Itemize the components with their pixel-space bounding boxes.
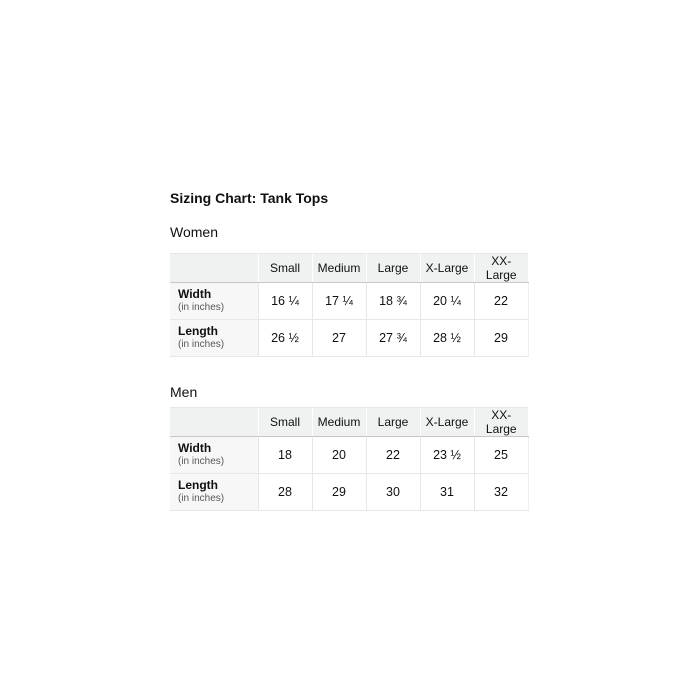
row-label-unit: (in inches) xyxy=(178,302,225,313)
size-cell: 27 xyxy=(312,320,366,357)
section-men-label: Men xyxy=(170,384,198,400)
men-width-row xyxy=(170,437,528,474)
row-label-text: Length xyxy=(178,478,218,492)
col-header-xx-large: XX-Large xyxy=(474,254,528,283)
women-length-row xyxy=(170,320,528,357)
size-cell: 32 xyxy=(474,474,528,511)
col-header-medium: Medium xyxy=(312,408,366,437)
size-cell: 29 xyxy=(474,320,528,357)
col-header-xx-large: XX-Large xyxy=(474,408,528,437)
row-label-width xyxy=(170,283,258,320)
size-cell: 29 xyxy=(312,474,366,511)
page-title: Sizing Chart: Tank Tops xyxy=(170,190,329,206)
corner-cell xyxy=(170,408,258,437)
size-cell: 20 xyxy=(312,437,366,474)
row-label-length xyxy=(170,474,258,511)
row-label-text: Width xyxy=(178,287,212,301)
col-header-x-large: X-Large xyxy=(420,254,474,283)
size-cell: 18 xyxy=(258,437,312,474)
size-cell: 28 xyxy=(258,474,312,511)
row-label-unit: (in inches) xyxy=(178,493,225,504)
row-label-text: Width xyxy=(178,441,212,455)
men-size-table xyxy=(170,407,529,511)
col-header-x-large: X-Large xyxy=(420,408,474,437)
row-label-length xyxy=(170,320,258,357)
row-label-unit: (in inches) xyxy=(178,339,225,350)
women-width-row xyxy=(170,283,528,320)
women-size-table xyxy=(170,253,529,357)
size-cell: 25 xyxy=(474,437,528,474)
size-cell: 17 ¼ xyxy=(312,283,366,320)
col-header-small: Small xyxy=(258,254,312,283)
row-label-unit: (in inches) xyxy=(178,456,225,467)
section-men xyxy=(170,383,528,511)
size-cell: 31 xyxy=(420,474,474,511)
col-header-medium: Medium xyxy=(312,254,366,283)
size-cell: 22 xyxy=(366,437,420,474)
size-cell: 26 ½ xyxy=(258,320,312,357)
men-header-row xyxy=(170,408,528,437)
size-cell: 23 ½ xyxy=(420,437,474,474)
section-women-label: Women xyxy=(170,224,218,240)
women-header-row xyxy=(170,254,528,283)
row-label-width xyxy=(170,437,258,474)
size-cell: 27 ¾ xyxy=(366,320,420,357)
men-length-row xyxy=(170,474,528,511)
row-label-text: Length xyxy=(178,324,218,338)
col-header-large: Large xyxy=(366,408,420,437)
size-cell: 28 ½ xyxy=(420,320,474,357)
size-cell: 22 xyxy=(474,283,528,320)
col-header-large: Large xyxy=(366,254,420,283)
size-cell: 20 ¼ xyxy=(420,283,474,320)
corner-cell xyxy=(170,254,258,283)
size-cell: 16 ¼ xyxy=(258,283,312,320)
size-cell: 30 xyxy=(366,474,420,511)
sizing-chart xyxy=(170,189,528,511)
col-header-small: Small xyxy=(258,408,312,437)
section-women xyxy=(170,223,528,357)
size-cell: 18 ¾ xyxy=(366,283,420,320)
